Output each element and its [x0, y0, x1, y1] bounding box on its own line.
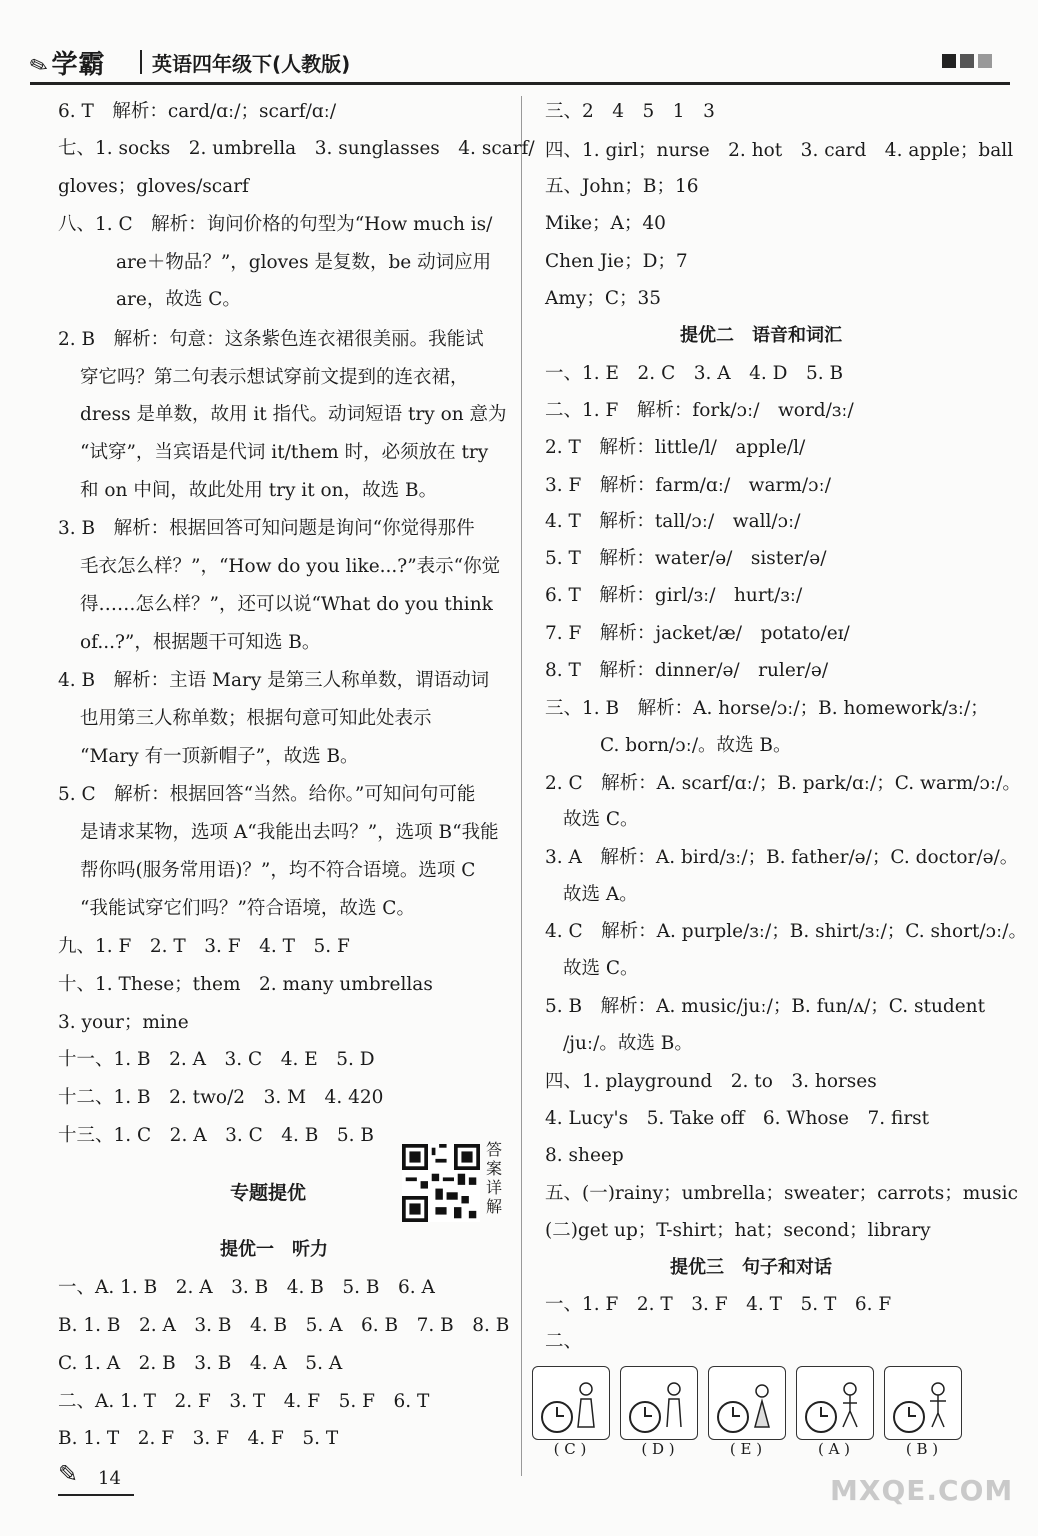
- answer-line: 5. C 解析：根据回答“当然。给你。”可知问句可能: [58, 784, 476, 805]
- answer-line: 2. C 解析：A. scarf/ɑː/；B. park/ɑː/；C. warm/ɔː/。: [545, 773, 1021, 794]
- picture-family: [708, 1366, 786, 1440]
- answer-line: C. 1. A 2. B 3. B 4. A 5. A: [58, 1353, 343, 1374]
- clock-icon: [805, 1401, 837, 1433]
- answer-line: 四、1. playground 2. to 3. horses: [545, 1071, 877, 1092]
- answer-line: 一、1. F 2. T 3. F 4. T 5. T 6. F: [545, 1294, 892, 1315]
- answer-line: 5. T 解析：water/ə/ sister/ə/: [545, 548, 827, 569]
- answer-line: C. born/ɔː/。故选 B。: [600, 735, 792, 756]
- person-icon: [575, 1381, 597, 1429]
- picture-student: [884, 1366, 962, 1440]
- answer-line: 4. B 解析：主语 Mary 是第三人称单数，谓语动词: [58, 670, 490, 691]
- answer-line: 4. C 解析：A. purple/ɜː/；B. shirt/ɜː/；C. short/ɔː/。: [545, 921, 1027, 942]
- answer-line: B. 1. T 2. F 3. F 4. F 5. T: [58, 1428, 339, 1449]
- answer-line: “试穿”，当宾语是代词 it/them 时，必须放在 try: [80, 442, 489, 463]
- answer-line: 故选 A。: [563, 884, 638, 905]
- clock-icon: [893, 1401, 925, 1433]
- answer-line: 故选 C。: [563, 809, 639, 830]
- answer-line: 八、1. C 解析：询问价格的句型为“How much is/: [58, 214, 493, 235]
- person-icon: [927, 1381, 949, 1429]
- pencil-icon: ✎: [58, 1460, 79, 1488]
- answer-line: 和 on 中间，故此处用 try it on，故选 B。: [80, 480, 438, 501]
- answer-line: 5. B 解析：A. music/juː/；B. fun/ʌ/；C. student: [545, 996, 986, 1017]
- answer-line: 九、1. F 2. T 3. F 4. T 5. F: [58, 936, 350, 957]
- answer-line: of...?”，根据题干可知选 B。: [80, 632, 321, 653]
- square-icon-light: [978, 54, 992, 68]
- picture-running: [796, 1366, 874, 1440]
- answer-line: 二、: [545, 1331, 583, 1352]
- header-separator: [140, 50, 142, 74]
- answer-line: 四、1. girl；nurse 2. hot 3. card 4. apple；ball: [545, 140, 1014, 161]
- answer-line: 十一、1. B 2. A 3. C 4. E 5. D: [58, 1049, 375, 1070]
- watermark: MXQE.COM: [830, 1474, 1014, 1507]
- sub-section-title: 提优三 句子和对话: [670, 1257, 832, 1278]
- book-title: 英语四年级下(人教版): [152, 52, 351, 76]
- answer-line: (二)get up；T-shirt；hat；second；library: [545, 1220, 931, 1241]
- answer-line: 故选 C。: [563, 958, 639, 979]
- footer-rule: [58, 1494, 134, 1496]
- answer-line: 2. B 解析：句意：这条紫色连衣裙很美丽。我能试: [58, 329, 484, 350]
- answer-line: are＋物品？”，gloves 是复数，be 动词应用: [116, 252, 492, 273]
- header-rule: [30, 82, 1010, 85]
- answer-line: 七、1. socks 2. umbrella 3. sunglasses 4. scarf/: [58, 138, 535, 159]
- answer-line: Mike；A；40: [545, 213, 666, 234]
- clock-icon: [541, 1401, 573, 1433]
- answer-line: 三、2 4 5 1 3: [545, 101, 715, 122]
- answer-line: 6. T 解析：card/ɑː/；scarf/ɑː/: [58, 101, 337, 122]
- answer-line: dress 是单数，故用 it 指代。动词短语 try on 意为: [80, 404, 507, 425]
- picture-label: ( D ): [641, 1440, 675, 1458]
- person-icon: [751, 1381, 773, 1429]
- answer-line: 毛衣怎么样？”，“How do you like...?”表示“你觉: [80, 556, 501, 577]
- section-title: 专题提优: [230, 1182, 307, 1204]
- answer-line: 3. B 解析：根据回答可知问题是询问“你觉得那件: [58, 518, 475, 539]
- picture-strip: [530, 1366, 1000, 1456]
- answer-line: 4. Lucy's 5. Take off 6. Whose 7. first: [545, 1108, 930, 1129]
- answer-line: “Mary 有一顶新帽子”，故选 B。: [80, 746, 359, 767]
- answer-line: 一、A. 1. B 2. A 3. B 4. B 5. B 6. A: [58, 1277, 435, 1298]
- square-icon-dark: [942, 54, 956, 68]
- answer-line: 十、1. These；them 2. many umbrellas: [58, 974, 433, 995]
- answer-line: 7. F 解析：jacket/æ/ potato/eɪ/: [545, 623, 850, 644]
- answer-line: 3. A 解析：A. bird/ɜː/；B. father/ə/；C. doctor/ə/。: [545, 847, 1019, 868]
- picture-label: ( B ): [905, 1440, 939, 1458]
- answer-line: 二、1. F 解析：fork/ɔː/ word/ɜː/: [545, 400, 854, 421]
- clock-icon: [717, 1401, 749, 1433]
- answer-line: 二、A. 1. T 2. F 3. T 4. F 5. F 6. T: [58, 1391, 430, 1412]
- answer-line: “我能试穿它们吗？”符合语境，故选 C。: [80, 898, 415, 919]
- picture-label: ( C ): [553, 1440, 587, 1458]
- answer-line: 也用第三人称单数；根据句意可知此处表示: [80, 708, 432, 729]
- answer-line: 五、John；B；16: [545, 176, 699, 197]
- answer-line: 3. your；mine: [58, 1012, 189, 1033]
- answer-line: 得……怎么样？”，还可以说“What do you think: [80, 594, 493, 615]
- answer-line: Amy；C；35: [545, 288, 662, 309]
- answer-line: 十二、1. B 2. two/2 3. M 4. 420: [58, 1087, 384, 1108]
- answer-line: 3. F 解析：farm/ɑː/ warm/ɔː/: [545, 475, 831, 496]
- qr-code-icon[interactable]: [402, 1144, 480, 1222]
- pen-icon: ✎: [26, 51, 54, 82]
- qr-label: 答案详解: [486, 1140, 503, 1216]
- answer-line: B. 1. B 2. A 3. B 4. B 5. A 6. B 7. B 8. B: [58, 1315, 510, 1336]
- sub-section-title: 提优二 语音和词汇: [680, 325, 842, 346]
- picture-label: ( A ): [817, 1440, 851, 1458]
- answer-line: are，故选 C。: [116, 289, 241, 310]
- answer-line: 4. T 解析：tall/ɔː/ wall/ɔː/: [545, 511, 801, 532]
- answer-line: 6. T 解析：girl/ɜː/ hurt/ɜː/: [545, 585, 803, 606]
- person-icon: [663, 1381, 685, 1429]
- square-icon-mid: [960, 54, 974, 68]
- answer-line: 穿它吗？第二句表示想试穿前文提到的连衣裙，: [80, 367, 469, 388]
- answer-line: 8. T 解析：dinner/ə/ ruler/ə/: [545, 660, 829, 681]
- picture-teacher: [532, 1366, 610, 1440]
- answer-line: 一、1. E 2. C 3. A 4. D 5. B: [545, 363, 844, 384]
- answer-line: 五、(一)rainy；umbrella；sweater；carrots；music: [545, 1183, 1018, 1204]
- answer-line: 三、1. B 解析：A. horse/ɔː/；B. homework/ɜː/；: [545, 698, 989, 719]
- clock-icon: [629, 1401, 661, 1433]
- answer-line: gloves；gloves/scarf: [58, 176, 249, 197]
- answer-line: 8. sheep: [545, 1145, 624, 1166]
- column-divider: [521, 96, 522, 1476]
- answer-line: 是请求某物，选项 A“我能出去吗？”，选项 B“我能: [80, 822, 499, 843]
- answer-line: 帮你吗(服务常用语)？”，均不符合语境。选项 C: [80, 860, 476, 881]
- page-header: [26, 42, 1010, 88]
- logo-text: 学霸: [51, 50, 106, 80]
- brand-logo: [26, 44, 106, 82]
- answer-line: 十三、1. C 2. A 3. C 4. B 5. B: [58, 1125, 375, 1146]
- answer-line: 2. T 解析：little/l/ apple/l/: [545, 437, 806, 458]
- page-number: 14: [98, 1468, 121, 1489]
- sub-section-title: 提优一 听力: [220, 1239, 328, 1260]
- answer-line: Chen Jie；D；7: [545, 251, 688, 272]
- picture-label: ( E ): [729, 1440, 763, 1458]
- person-icon: [839, 1381, 861, 1429]
- answer-line: /juː/。故选 B。: [563, 1033, 693, 1054]
- picture-kitchen: [620, 1366, 698, 1440]
